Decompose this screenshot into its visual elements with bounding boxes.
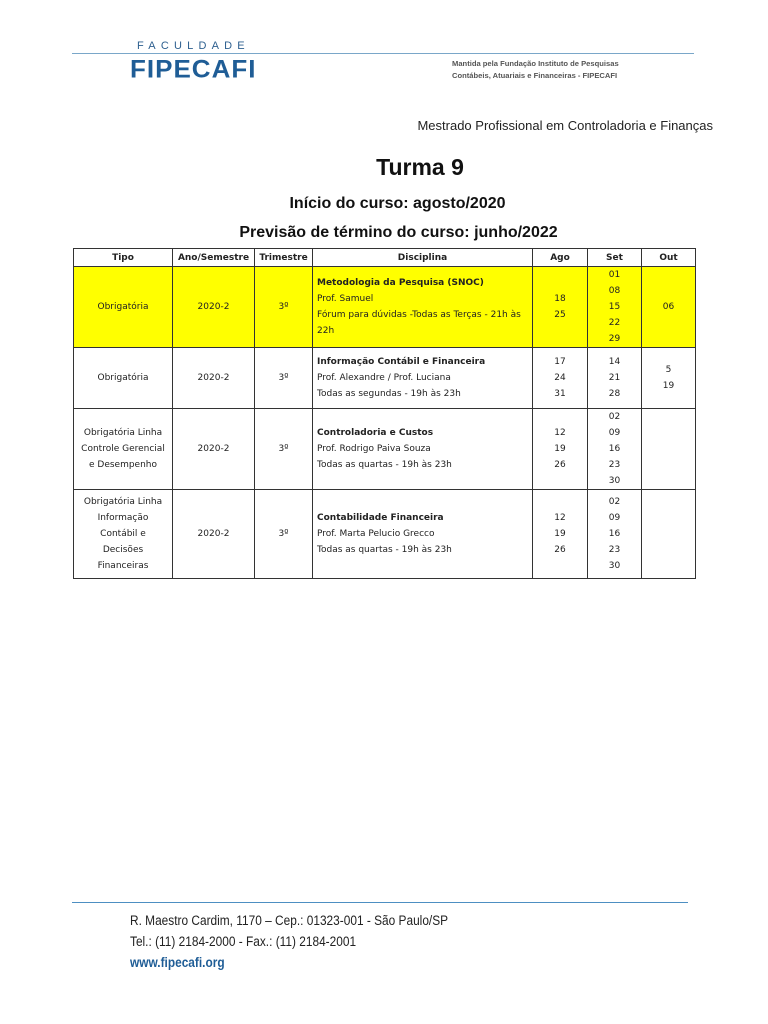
tipo-line: Informação [97,513,149,523]
date-value: 5 [665,365,672,375]
disciplina-name: Metodologia da Pesquisa (SNOC) [317,278,484,288]
cell-tipo [74,409,173,490]
date-value: 02 [608,497,621,507]
tipo-line: Obrigatória [97,302,149,312]
cell-tipo [74,490,173,579]
footer-website-link[interactable]: www.fipecafi.org [130,955,225,970]
cell-set [588,490,642,579]
cell-disciplina [313,490,533,579]
date-value: 15 [608,302,621,312]
tipo-line: Decisões [102,545,144,555]
date-value: 16 [608,444,621,454]
footer-phone: Tel.: (11) 2184-2000 - Fax.: (11) 2184-2001 [130,934,357,949]
tipo-line: Financeiras [97,561,149,571]
footer-rule [72,902,688,903]
date-value: 30 [608,476,621,486]
date-value: 17 [554,357,566,367]
date-value: 09 [608,428,621,438]
col-header-out: Out [642,249,696,267]
date-value: 02 [608,412,621,422]
cell-set [588,267,642,348]
date-value: 18 [554,294,566,304]
cell-disciplina [313,409,533,490]
cell-out [642,490,696,579]
cell-ago [533,409,588,490]
disciplina-prof: Prof. Marta Pelucio Grecco [317,529,435,539]
program-name: Mestrado Profissional em Controladoria e Finanças [417,118,713,133]
date-value: 12 [554,513,566,523]
footer-address: R. Maestro Cardim, 1170 – Cep.: 01323-001 - São Paulo/SP [130,913,449,928]
logo-fipecafi: FIPECAFI [130,54,257,84]
disciplina-name: Informação Contábil e Financeira [317,357,486,367]
date-value: 26 [554,460,566,470]
date-value: 30 [608,561,621,571]
cell-ago [533,348,588,409]
cell-ano: 2020-2 [173,409,255,490]
cell-ano: 2020-2 [173,490,255,579]
course-end: Previsão de término do curso: junho/2022 [239,224,558,241]
maintained-line-2: Contábeis, Atuariais e Financeiras - FIPECAFI [452,71,618,80]
date-value: 23 [608,460,621,470]
date-value: 26 [554,545,566,555]
cell-tipo [74,267,173,348]
cell-ago [533,267,588,348]
cell-trimestre: 3º [255,409,313,490]
tipo-line: Contábil e [100,529,146,539]
date-value: 19 [662,381,675,391]
cell-trimestre: 3º [255,267,313,348]
disciplina-horario: Todas as segundas - 19h às 23h [317,389,461,399]
date-value: 29 [608,334,621,344]
date-value: 01 [608,270,621,280]
cell-set [588,348,642,409]
table-row [74,267,696,348]
date-value: 23 [608,545,621,555]
date-value: 24 [554,373,566,383]
course-start: Início do curso: agosto/2020 [289,195,506,212]
cell-disciplina [313,267,533,348]
date-value: 06 [662,302,675,312]
disciplina-horario: Todas as quartas - 19h às 23h [317,545,452,555]
date-value: 21 [608,373,621,383]
table-row [74,348,696,409]
disciplina-prof: Prof. Rodrigo Paiva Souza [317,444,431,454]
cell-ano: 2020-2 [173,267,255,348]
date-value: 12 [554,428,566,438]
date-value: 19 [554,444,566,454]
col-header-tipo: Tipo [74,249,173,267]
cell-ano: 2020-2 [173,348,255,409]
col-header-disciplina: Disciplina [313,249,533,267]
col-header-ago: Ago [533,249,588,267]
table-row [74,409,696,490]
schedule-table [73,248,696,579]
maintained-line-1: Mantida pela Fundação Instituto de Pesquisas [452,59,619,68]
date-value: 16 [608,529,621,539]
footer [130,910,448,973]
disciplina-horario: Todas as quartas - 19h às 23h [317,460,452,470]
date-value: 25 [554,310,566,320]
disciplina-name: Contabilidade Financeira [317,513,444,523]
date-value: 28 [608,389,621,399]
cell-set [588,409,642,490]
date-value: 08 [608,286,621,296]
tipo-line: e Desempenho [88,460,158,470]
date-value: 22 [608,318,621,328]
date-value: 14 [608,357,621,367]
disciplina-horario: Fórum para dúvidas -Todas as Terças - 21h às 22h [317,310,521,336]
cell-ago [533,490,588,579]
cell-trimestre: 3º [255,348,313,409]
col-header-ano: Ano/Semestre [173,249,255,267]
cell-out [642,348,696,409]
tipo-line: Obrigatória Linha [83,497,163,507]
maintained-by [452,58,692,82]
date-value: 09 [608,513,621,523]
col-header-trimestre: Trimestre [255,249,313,267]
tipo-line: Obrigatória Linha [83,428,163,438]
col-header-set: Set [588,249,642,267]
disciplina-prof: Prof. Samuel [317,294,374,304]
date-value: 31 [554,389,566,399]
table-row [74,490,696,579]
cell-trimestre: 3º [255,490,313,579]
cell-tipo [74,348,173,409]
tipo-line: Controle Gerencial [81,444,165,454]
logo-faculdade: FACULDADE [137,40,250,52]
disciplina-name: Controladoria e Custos [317,428,434,438]
page-title: Turma 9 [376,154,464,180]
tipo-line: Obrigatória [97,373,149,383]
disciplina-prof: Prof. Alexandre / Prof. Luciana [317,373,451,383]
cell-out [642,267,696,348]
cell-disciplina [313,348,533,409]
cell-out [642,409,696,490]
table-header-row [74,249,696,267]
date-value: 19 [554,529,566,539]
